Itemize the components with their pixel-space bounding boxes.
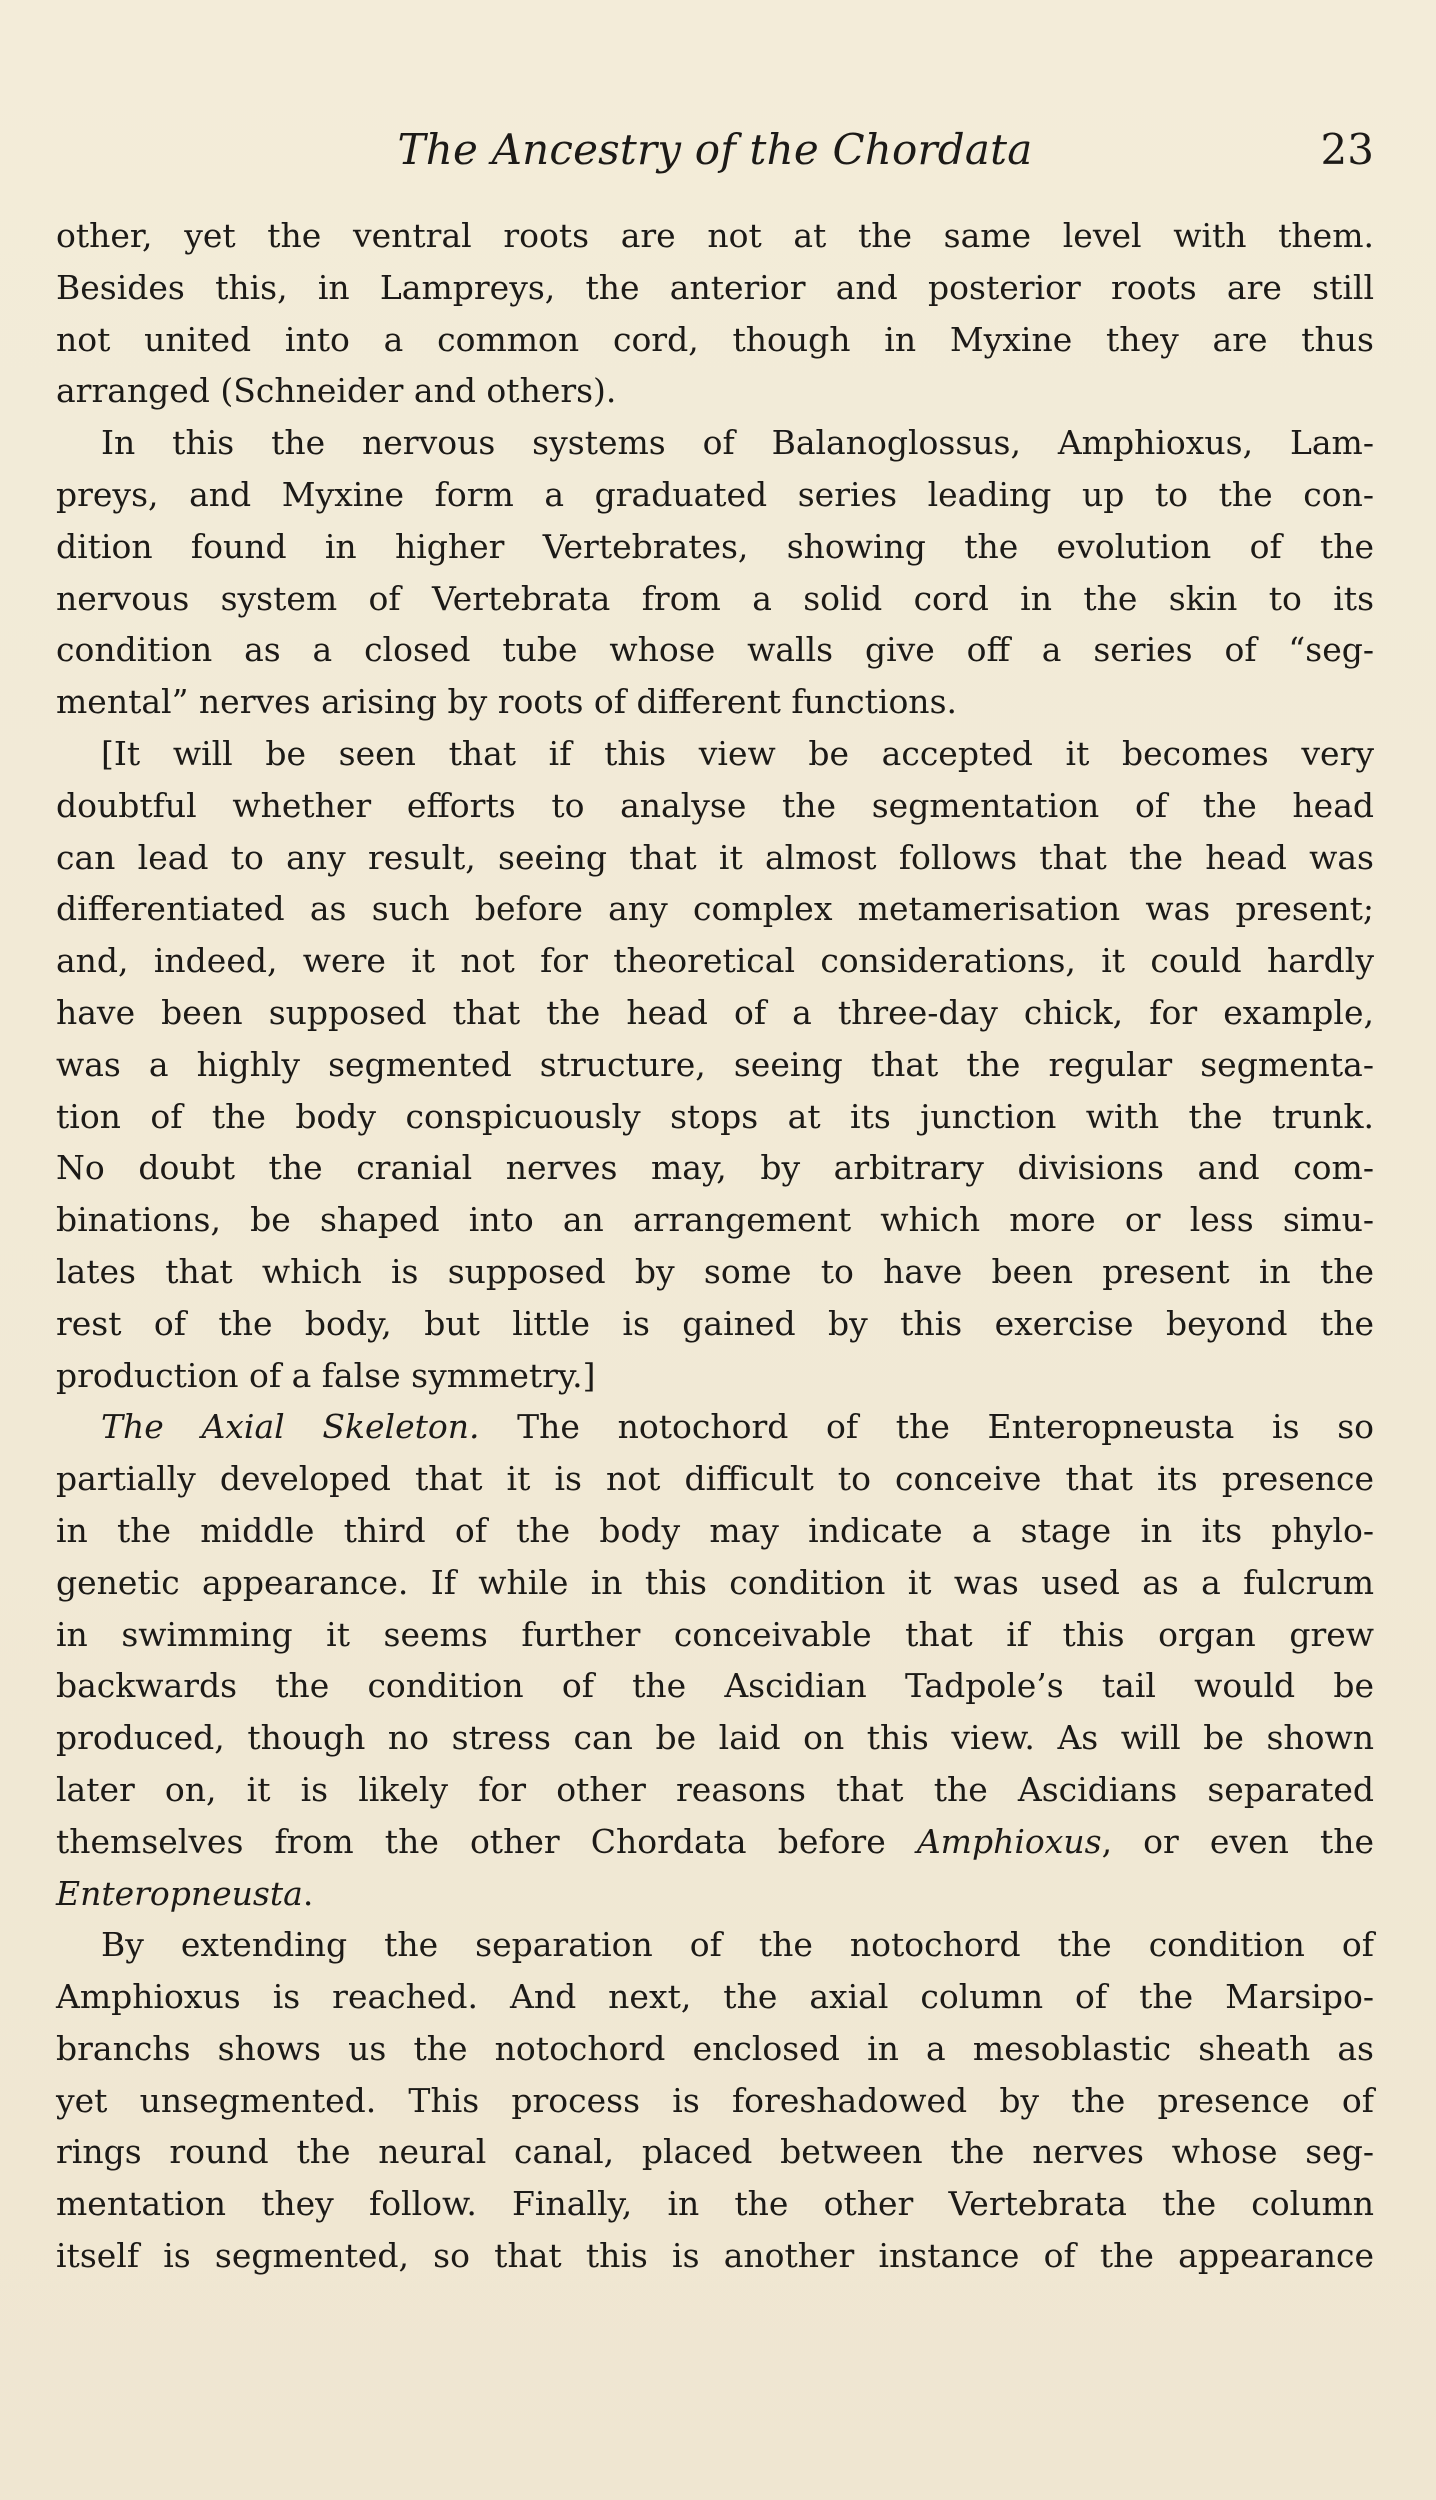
text-run: themselves from the other Chordata before xyxy=(56,1821,917,1861)
text-line: rings round the neural canal, placed between the nerves whose seg- xyxy=(56,2132,1374,2172)
paragraph-nervous-roots xyxy=(56,210,1374,417)
paragraph-axial-skeleton xyxy=(56,1401,1374,1919)
text-line: dition found in higher Vertebrates, showing the evolution of the xyxy=(56,526,1374,566)
text-line: rest of the body, but little is gained by this exercise beyond the xyxy=(56,1303,1374,1343)
text-line: No doubt the cranial nerves may, by arbitrary divisions and com- xyxy=(56,1148,1374,1188)
text-line: genetic appearance. If while in this condition it was used as a fulcrum xyxy=(56,1562,1374,1602)
text-line: have been supposed that the head of a three-day chick, for example, xyxy=(56,992,1374,1032)
text-line: mentation they follow. Finally, in the other Vertebrata the column xyxy=(56,2184,1374,2224)
text-line xyxy=(56,1868,1374,1920)
text-line: differentiated as such before any complex metamerisation was present; xyxy=(56,889,1374,929)
text-line: tion of the body conspicuously stops at its junction with the trunk. xyxy=(56,1096,1374,1136)
text-line: arranged (Schneider and others). xyxy=(56,371,617,411)
text-line: preys, and Myxine form a graduated series leading up to the con- xyxy=(56,474,1374,514)
text-line: nervous system of Vertebrata from a solid cord in the skin to its xyxy=(56,578,1374,618)
text-line: in the middle third of the body may indicate a stage in its phylo- xyxy=(56,1510,1374,1550)
text-line: partially developed that it is not difficult to conceive that its presence xyxy=(56,1459,1374,1499)
text-line: condition as a closed tube whose walls give off a series of “seg- xyxy=(56,630,1374,670)
body-text xyxy=(56,210,1374,2282)
text-line xyxy=(56,1401,1374,1453)
text-line: mental” nerves arising by roots of different functions. xyxy=(56,682,957,722)
text-line: lates that which is supposed by some to have been present in the xyxy=(56,1251,1374,1291)
text-run: The notochord of the Enteropneusta is so xyxy=(479,1407,1374,1447)
text-line: in swimming it seems further conceivable that if this organ grew xyxy=(56,1614,1374,1654)
text-run: , or even the xyxy=(1101,1821,1374,1861)
text-line: produced, though no stress can be laid on this view. As will be shown xyxy=(56,1718,1374,1758)
text-line: doubtful whether efforts to analyse the segmentation of the head xyxy=(56,785,1374,825)
text-line: branchs shows us the notochord enclosed in a mesoblastic sheath as xyxy=(56,2028,1374,2068)
text-line: can lead to any result, seeing that it almost follows that the head was xyxy=(56,837,1374,877)
text-line: not united into a common cord, though in Myxine they are thus xyxy=(56,319,1374,359)
text-line: backwards the condition of the Ascidian Tadpole’s tail would be xyxy=(56,1666,1374,1706)
text-line xyxy=(56,1816,1374,1868)
text-line: [It will be seen that if this view be accepted it becomes very xyxy=(101,733,1374,773)
section-heading: The Axial Skeleton. xyxy=(101,1407,480,1447)
page-number: 23 xyxy=(1320,125,1374,174)
text-line: other, yet the ventral roots are not at the same level with them. xyxy=(56,216,1374,255)
text-line: was a highly segmented structure, seeing that the regular segmenta- xyxy=(56,1044,1374,1084)
text-line: yet unsegmented. This process is foreshadowed by the presence of xyxy=(56,2080,1374,2120)
text-line: By extending the separation of the notochord the condition of xyxy=(101,1925,1374,1965)
text-run: . xyxy=(302,1873,314,1913)
text-line: binations, be shaped into an arrangement which more or less simu- xyxy=(56,1200,1374,1240)
text-line: itself is segmented, so that this is another instance of the appearance xyxy=(56,2236,1374,2276)
genus-name: Amphioxus xyxy=(916,1821,1102,1861)
paragraph-graduated-series xyxy=(56,417,1374,728)
text-line: and, indeed, were it not for theoretical considerations, it could hardly xyxy=(56,941,1374,981)
text-line: later on, it is likely for other reasons that the Ascidians separated xyxy=(56,1769,1374,1809)
running-title: The Ancestry of the Chordata xyxy=(397,125,1033,174)
paragraph-head-segmentation xyxy=(56,728,1374,1401)
taxon-name: Enteropneusta xyxy=(56,1873,303,1913)
text-line: production of a false symmetry.] xyxy=(56,1355,596,1395)
paragraph-notochord-separation xyxy=(56,1919,1374,2282)
text-line: Amphioxus is reached. And next, the axial column of the Marsipo- xyxy=(56,1977,1374,2017)
running-header xyxy=(56,120,1374,180)
text-line: Besides this, in Lampreys, the anterior and posterior roots are still xyxy=(56,267,1374,307)
text-line: In this the nervous systems of Balanoglossus, Amphioxus, Lam- xyxy=(101,423,1374,463)
